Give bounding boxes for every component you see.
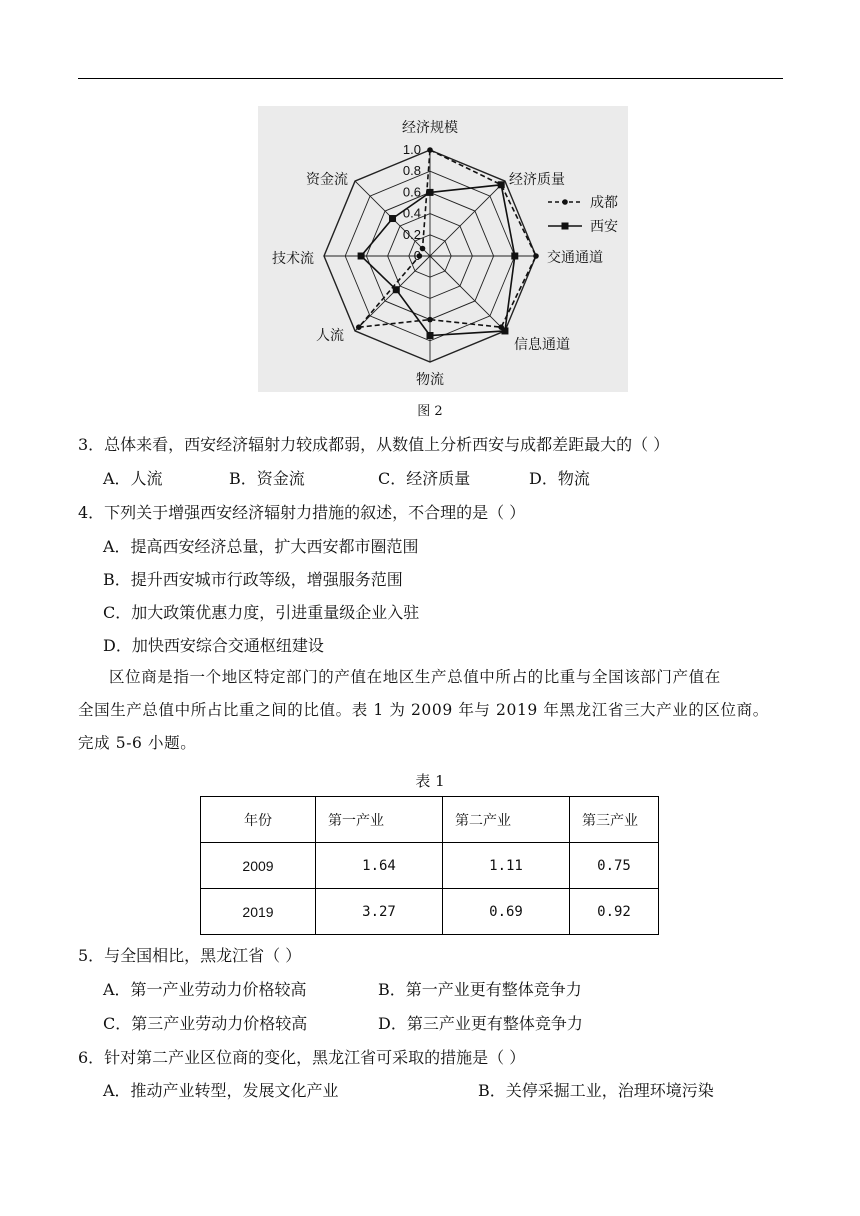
data-point (356, 324, 362, 330)
axis-label: 信息通道 (514, 336, 570, 352)
radial-tick-label: 0 (413, 248, 421, 263)
q3-option-b: B．资金流 (229, 469, 305, 488)
table-cell: 1.64 (316, 843, 443, 889)
table-header-row (201, 797, 659, 843)
question-6-stem: 6．针对第二产业区位商的变化，黑龙江省可采取的措施是（ ） (78, 1048, 526, 1067)
data-point (533, 253, 539, 259)
legend-marker (562, 223, 569, 230)
figure-caption: 图 2 (417, 404, 443, 419)
radial-tick-label: 1.0 (402, 142, 421, 157)
axis-label: 人流 (316, 327, 344, 343)
legend-label: 西安 (590, 218, 618, 234)
table-cell: 2009 (201, 843, 316, 889)
radial-tick-label: 0.6 (402, 184, 421, 200)
axis-label: 物流 (416, 371, 444, 387)
data-point (393, 286, 400, 293)
axis-label: 经济质量 (509, 171, 565, 187)
data-point (501, 327, 508, 334)
data-point (427, 317, 433, 323)
radar-chart-figure (258, 106, 628, 392)
q3-option-a: A．人流 (103, 469, 163, 488)
q5-option-c: C．第三产业劳动力价格较高 (103, 1014, 308, 1033)
data-point (427, 189, 434, 196)
header-cell-secondary: 第二产业 (443, 797, 570, 843)
table-cell: 0.69 (443, 889, 570, 935)
q5-option-a: A．第一产业劳动力价格较高 (103, 980, 307, 999)
axis-label: 经济规模 (402, 119, 458, 135)
axis-label: 技术流 (272, 250, 314, 266)
table-row (201, 843, 659, 889)
header-rule (78, 78, 783, 79)
legend-marker (562, 199, 568, 205)
table-cell: 3.27 (316, 889, 443, 935)
q6-option-b: B．关停采掘工业，治理环境污染 (478, 1081, 714, 1100)
header-cell-year: 年份 (201, 797, 316, 843)
data-point (358, 253, 365, 260)
data-point (427, 147, 433, 153)
intro-line-2: 全国生产总值中所占比重之间的比值。表 1 为 2009 年与 2019 年黑龙江省三大产业的区位商。 (78, 701, 769, 719)
intro-paragraph (78, 661, 784, 760)
table-cell: 2019 (201, 889, 316, 935)
q5-option-b: B．第一产业更有整体竞争力 (378, 980, 582, 999)
header-cell-tertiary: 第三产业 (570, 797, 659, 843)
radial-tick-label: 0.2 (402, 226, 421, 242)
table-caption: 表 1 (415, 772, 445, 790)
table-row (201, 889, 659, 935)
location-quotient-table (200, 796, 659, 935)
q4-option-c: C．加大政策优惠力度，引进重量级企业入驻 (103, 603, 420, 622)
table-cell: 0.75 (570, 843, 659, 889)
data-point (427, 332, 434, 339)
intro-line-3: 完成 5-6 小题。 (78, 734, 197, 752)
q4-option-d: D．加快西安综合交通枢纽建设 (103, 636, 324, 655)
radar-chart (258, 106, 628, 392)
data-point (389, 215, 396, 222)
legend-label: 成都 (590, 194, 618, 210)
q3-option-d: D．物流 (529, 469, 590, 488)
radial-tick-label: 0.8 (402, 163, 421, 179)
question-3-stem: 3．总体来看，西安经济辐射力较成都弱，从数值上分析西安与成都差距最大的（ ） (78, 435, 670, 454)
table-cell: 1.11 (443, 843, 570, 889)
q4-option-b: B．提升西安城市行政等级，增强服务范围 (103, 570, 403, 589)
header-cell-primary: 第一产业 (316, 797, 443, 843)
q3-option-c: C．经济质量 (378, 469, 471, 488)
axis-label: 资金流 (306, 171, 348, 187)
q4-option-a: A．提高西安经济总量，扩大西安都市圈范围 (103, 537, 419, 556)
intro-line-1: 区位商是指一个地区特定部门的产值在地区生产总值中所占的比重与全国该部门产值在 (109, 668, 721, 686)
data-point (498, 181, 505, 188)
radial-tick-label: 0.4 (402, 205, 421, 221)
table-cell: 0.92 (570, 889, 659, 935)
question-4-stem: 4．下列关于增强西安经济辐射力措施的叙述，不合理的是（ ） (78, 503, 526, 522)
data-point (511, 253, 518, 260)
q6-option-a: A．推动产业转型，发展文化产业 (103, 1081, 339, 1100)
q5-option-d: D．第三产业更有整体竞争力 (378, 1014, 583, 1033)
question-5-stem: 5．与全国相比，黑龙江省（ ） (78, 946, 302, 965)
axis-label: 交通通道 (547, 249, 603, 265)
